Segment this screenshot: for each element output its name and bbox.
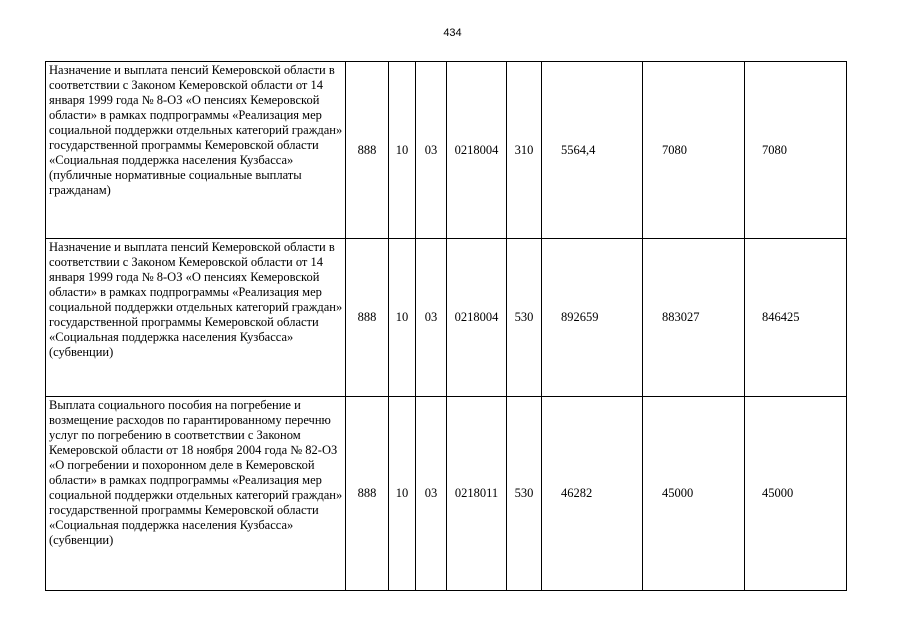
amount-year-3: 846425 xyxy=(745,239,847,397)
amount-year-3: 45000 xyxy=(745,397,847,591)
row-description: Выплата социального пособия на погребение и возмещение расходов по гарантированному перечню услуг по погребению в соответствии с Законом Кемеровской области от 18 ноября 2004 года № 82-ОЗ «О погребении и похоронном деле в Кемеровской области» в рамках подпрограммы «Реализация мер социальной поддержки отдельных категорий граждан» государственной программы Кемеровской области «Социальная поддержка населения Кузбасса» (субвенции) xyxy=(46,397,346,591)
section-code: 10 xyxy=(389,239,416,397)
target-article-code: 0218004 xyxy=(447,239,507,397)
amount-year-2: 45000 xyxy=(643,397,745,591)
subsection-code: 03 xyxy=(416,239,447,397)
expense-type-code: 530 xyxy=(507,239,542,397)
ministry-code: 888 xyxy=(346,62,389,239)
expense-type-code: 530 xyxy=(507,397,542,591)
amount-year-1: 46282 xyxy=(542,397,643,591)
amount-year-3: 7080 xyxy=(745,62,847,239)
target-article-code: 0218011 xyxy=(447,397,507,591)
row-description: Назначение и выплата пенсий Кемеровской области в соответствии с Законом Кемеровской области от 14 января 1999 года № 8-ОЗ «О пенсиях Кемеровской области» в рамках подпрограммы «Реализация мер социальной поддержки отдельных категорий граждан» государственной программы Кемеровской области «Социальная поддержка населения Кузбасса» (субвенции) xyxy=(46,239,346,397)
ministry-code: 888 xyxy=(346,239,389,397)
row-description: Назначение и выплата пенсий Кемеровской области в соответствии с Законом Кемеровской области от 14 января 1999 года № 8-ОЗ «О пенсиях Кемеровской области» в рамках подпрограммы «Реализация мер социальной поддержки отдельных категорий граждан» государственной программы Кемеровской области «Социальная поддержка населения Кузбасса» (публичные нормативные социальные выплаты гражданам) xyxy=(46,62,346,239)
subsection-code: 03 xyxy=(416,62,447,239)
amount-year-2: 883027 xyxy=(643,239,745,397)
page-number: 434 xyxy=(443,27,462,39)
ministry-code: 888 xyxy=(346,397,389,591)
amount-year-1: 5564,4 xyxy=(542,62,643,239)
section-code: 10 xyxy=(389,62,416,239)
expense-type-code: 310 xyxy=(507,62,542,239)
table-row xyxy=(46,397,847,591)
section-code: 10 xyxy=(389,397,416,591)
budget-table xyxy=(45,61,847,591)
amount-year-2: 7080 xyxy=(643,62,745,239)
table-row xyxy=(46,239,847,397)
subsection-code: 03 xyxy=(416,397,447,591)
amount-year-1: 892659 xyxy=(542,239,643,397)
target-article-code: 0218004 xyxy=(447,62,507,239)
table-row xyxy=(46,62,847,239)
